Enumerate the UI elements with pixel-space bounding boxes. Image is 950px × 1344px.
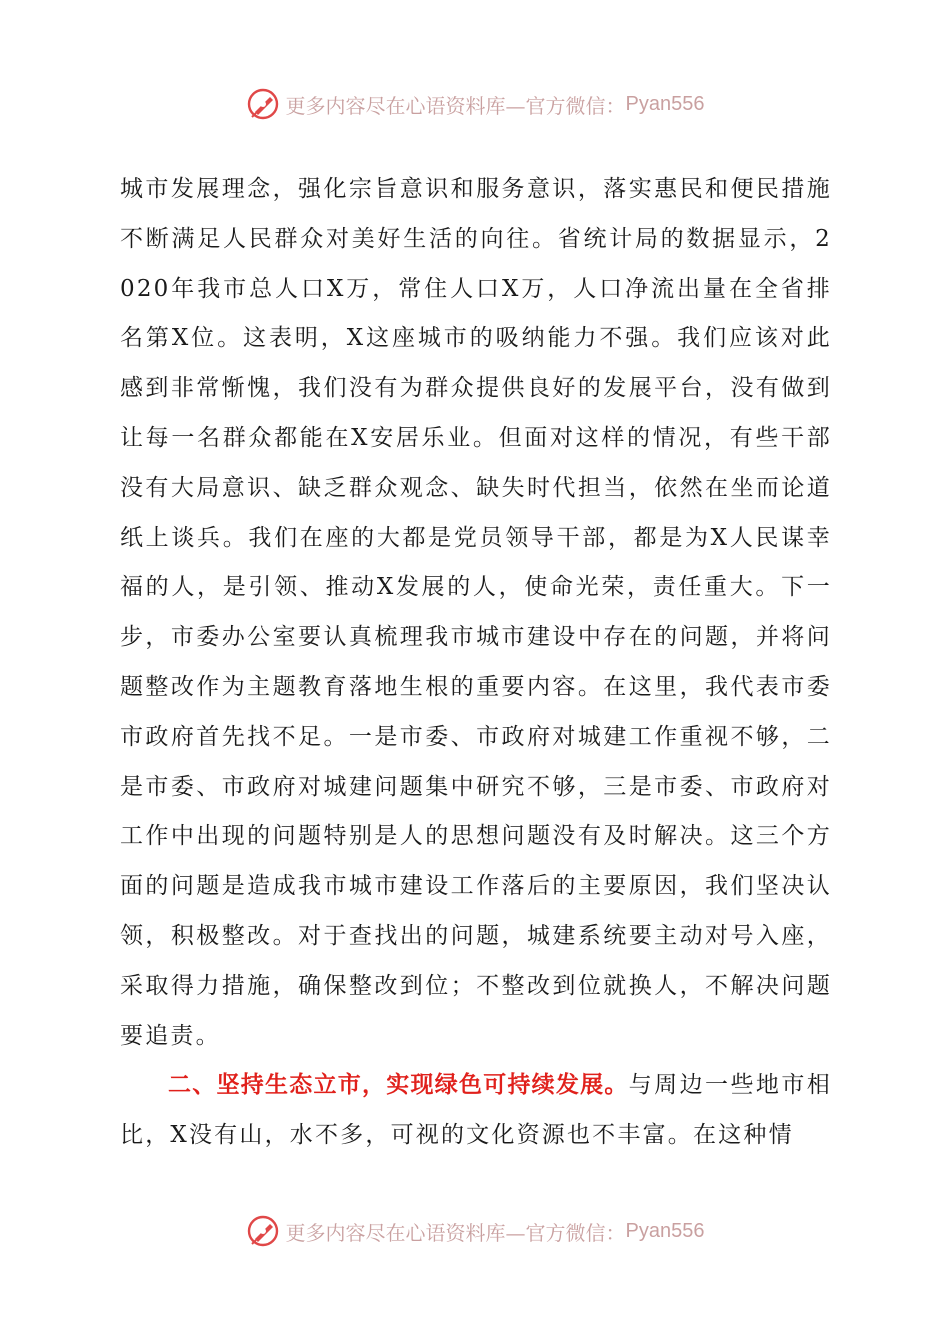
watermark-footer <box>0 1211 950 1251</box>
body-paragraph: 城市发展理念，强化宗旨意识和服务意识，落实惠民和便民措施不断满足人民群众对美好生活的向往。省统计局的数据显示，2020年我市总人口X万，常住人口X万，人口净流出量在全省排名第X位。这表明，X这座城市的吸纳能力不强。我们应该对此感到非常惭愧，我们没有为群众提供良好的发展平台，没有做到让每一名群众都能在X安居乐业。但面对这样的情况，有些干部没有大局意识、缺乏群众观念、缺失时代担当，依然在坐而论道纸上谈兵。我们在座的大都是党员领导干部，都是为X人民谋幸福的人，是引领、推动X发展的人，使命光荣，责任重大。下一步，市委办公室要认真梳理我市城市建设中存在的问题，并将问题整改作为主题教育落地生根的重要内容。在这里，我代表市委市政府首先找不足。一是市委、市政府对城建工作重视不够，二是市委、市政府对城建问题集中研究不够，三是市委、市政府对工作中出现的问题特别是人的思想问题没有及时解决。这三个方面的问题是造成我市城市建设工作落后的主要原因，我们坚决认领，积极整改。对于查找出的问题，城建系统要主动对号入座，采取得力措施，确保整改到位；不整改到位就换人，不解决问题要追责。 <box>120 176 832 1049</box>
watermark-text: 更多内容尽在心语资料库—官方微信： <box>285 1220 626 1245</box>
watermark-header <box>0 84 950 124</box>
document-body <box>120 165 832 1161</box>
watermark-wechat-id: Pyan556 <box>625 92 705 115</box>
watermark-text: 更多内容尽在心语资料库—官方微信： <box>285 93 626 118</box>
pen-logo-icon <box>246 1214 280 1248</box>
watermark-wechat-id: Pyan556 <box>625 1219 705 1242</box>
section-text: 与周边一些地市相比，X没有山，水不多，可视的文化资源也不丰富。在这种情 <box>120 1072 832 1149</box>
section-paragraph <box>120 1061 832 1161</box>
pen-logo-icon <box>246 87 280 121</box>
section-heading: 二、坚持生态立市，实现绿色可持续发展。 <box>168 1072 629 1099</box>
